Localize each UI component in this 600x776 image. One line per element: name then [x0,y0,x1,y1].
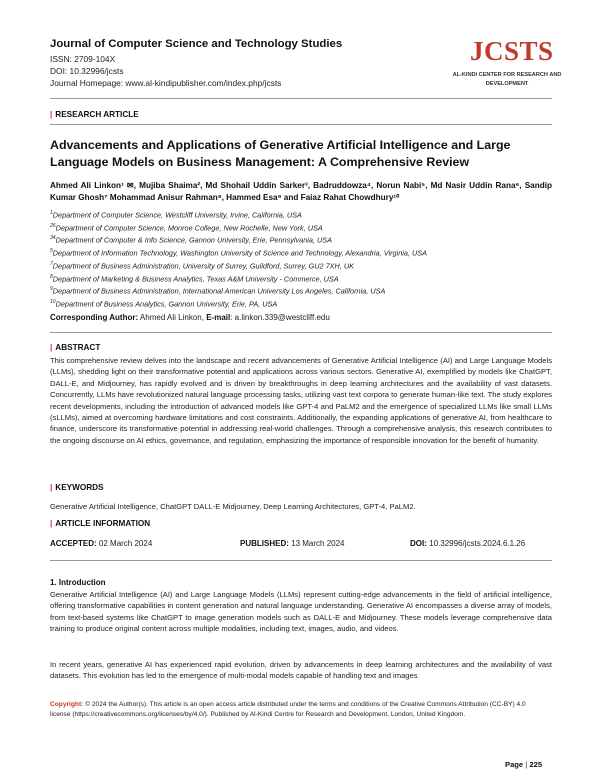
corresponding-author: Corresponding Author: Ahmed Ali Linkon, E-mail: a.linkon.339@westcliff.edu [50,313,330,322]
paper-title: Advancements and Applications of Generative Artificial Intelligence and Large Language Models on Business Management: A Comprehensive Review [50,138,511,169]
abstract-heading: | ABSTRACT [50,343,101,352]
introduction-paragraph: Generative Artificial Intelligence (AI) and Large Language Models (LLMs) represent cutting-edge advancements in the field of artificial intelligence, offering transformative capabilities in content generation and natural language understanding. Generative AI encompasses a diverse array of models, from text-based systems like ChatGPT to image generation models such as DALL-E and Midjourney. These models leverage comprehensive data training to produce original content across multiple modalities, including text, images, audio, and videos. [50,590,552,634]
copyright-notice: Copyright: © 2024 the Author(s). This article is an open access article distributed under the terms and conditions of the Creative Commons Attribution (CC-BY) 4.0 license (https://creativecommons.org/licenses/by/4.0/). Published by Al-Kindi Centre for Research and Development, London, United Kingdom. [50,701,526,718]
affiliation-list [50,208,552,310]
author-list: Ahmed Ali Linkon¹ ✉, Mujiba Shaima², Md Shohail Uddin Sarker³, Badruddowza⁴, Norun Nabi⁵, Md Nasir Uddin Rana⁶, Sandip Kumar Ghosh⁷ Mohammad Anisur Rahman⁸, Hammed Esa⁹ and Faiaz Rahat Chowdhury¹⁰ [50,181,552,202]
article-doi: DOI: 10.32996/jcsts.2024.6.1.26 [410,539,526,548]
affiliation-item: $^1$Department of Computer Science, Westcliff University, Irvine, California, USA [50,210,302,220]
divider [50,124,552,125]
keywords-heading: | KEYWORDS [50,483,104,492]
abstract-text: This comprehensive review delves into the landscape and recent advancements of Generative Artificial Intelligence (AI) and Large Language Models (LLMs), shedding light on their transformative potential and applications across various sectors. Generative AI, exemplified by models like ChatGPT, DALL-E, and Midjourney, has rapidly evolved and is driven by breakthroughs in deep learning architectures and the availability of vast datasets. Concurrently, LLMs have revolutionized natural language processing tasks, utilizing vast text corpora to generate human-like text. The study explores recent developments, including the introduction of advanced models like GPT-4 and PaLM2 and the emergence of specialized LLMs like small LLMs (sLLMs), aimed at overcoming hardware limitations and cost constraints. Additionally, the expanding applications of generative AI, from healthcare to finance, underscore its transformative potential in addressing real-world challenges. Through a comprehensive analysis, this research contributes to the ongoing discourse on AI ethics, governance, and regulation, emphasizing the importance of responsible innovation for the benefit of humanity. [50,356,552,445]
keywords-text: Generative Artificial Intelligence, ChatGPT DALL-E Midjourney, Deep Learning Architectures, GPT-4, PaLM2. [50,502,416,511]
affiliation-item: $^9$Department of Business Administration, International American University Los Angeles, California, USA [50,286,386,296]
journal-doi: DOI: 10.32996/jcsts [50,66,124,76]
page-number: Page | 225 [505,760,543,769]
affiliation-item: $^5$Department of Information Technology, Washington University of Science and Technology, Alexandria, Virginia, USA [50,248,428,258]
affiliation-item: $^{10}$Department of Business Analytics, Gannon University, Erie, PA, USA [50,299,278,309]
doi-link[interactable]: 10.32996/jcsts.2024.6.1.26 [429,539,526,548]
journal-logo: JCSTS [470,36,554,66]
journal-title: Journal of Computer Science and Technology Studies [50,38,343,50]
divider [50,560,552,561]
introduction-paragraph: In recent years, generative AI has experienced rapid evolution, driven by advancements in deep learning architectures and the availability of vast datasets. This evolution has led to the emergence of multi-modal models capable of handling text and images [50,660,552,681]
author-email-link[interactable]: : a.linkon.339@westcliff.edu [230,313,330,322]
journal-logo-subtitle: AL-KINDI CENTER FOR RESEARCH AND DEVELOPMENT [452,72,562,87]
affiliation-item: $^7$Department of Business Administration, University of Surrey, Guildford, Surrey, GU2 7XH, UK [50,260,354,271]
journal-homepage[interactable]: Journal Homepage: www.al-kindipublisher.com/index.php/jcsts [50,78,282,88]
journal-issn: ISSN: 2709-104X [50,54,116,64]
affiliation-item: $^8$Department of Marketing & Business Analytics, Texas A&M University - Commerce, USA [50,273,339,284]
introduction-heading: 1. Introduction [50,578,106,587]
accepted-date: ACCEPTED: 02 March 2024 [50,539,153,548]
affiliation-item: $^{34}$Department of Computer & Info Science, Gannon University, Erie, Pennsylvania, USA [50,235,333,245]
affiliation-item: $^{26}$Department of Computer Science, Monroe College, New Rochelle, New York, USA [50,222,323,233]
article-info-heading: | ARTICLE INFORMATION [50,519,151,528]
published-date: PUBLISHED: 13 March 2024 [240,539,345,548]
divider [50,98,552,99]
divider [50,332,552,333]
article-type: | RESEARCH ARTICLE [50,110,139,119]
